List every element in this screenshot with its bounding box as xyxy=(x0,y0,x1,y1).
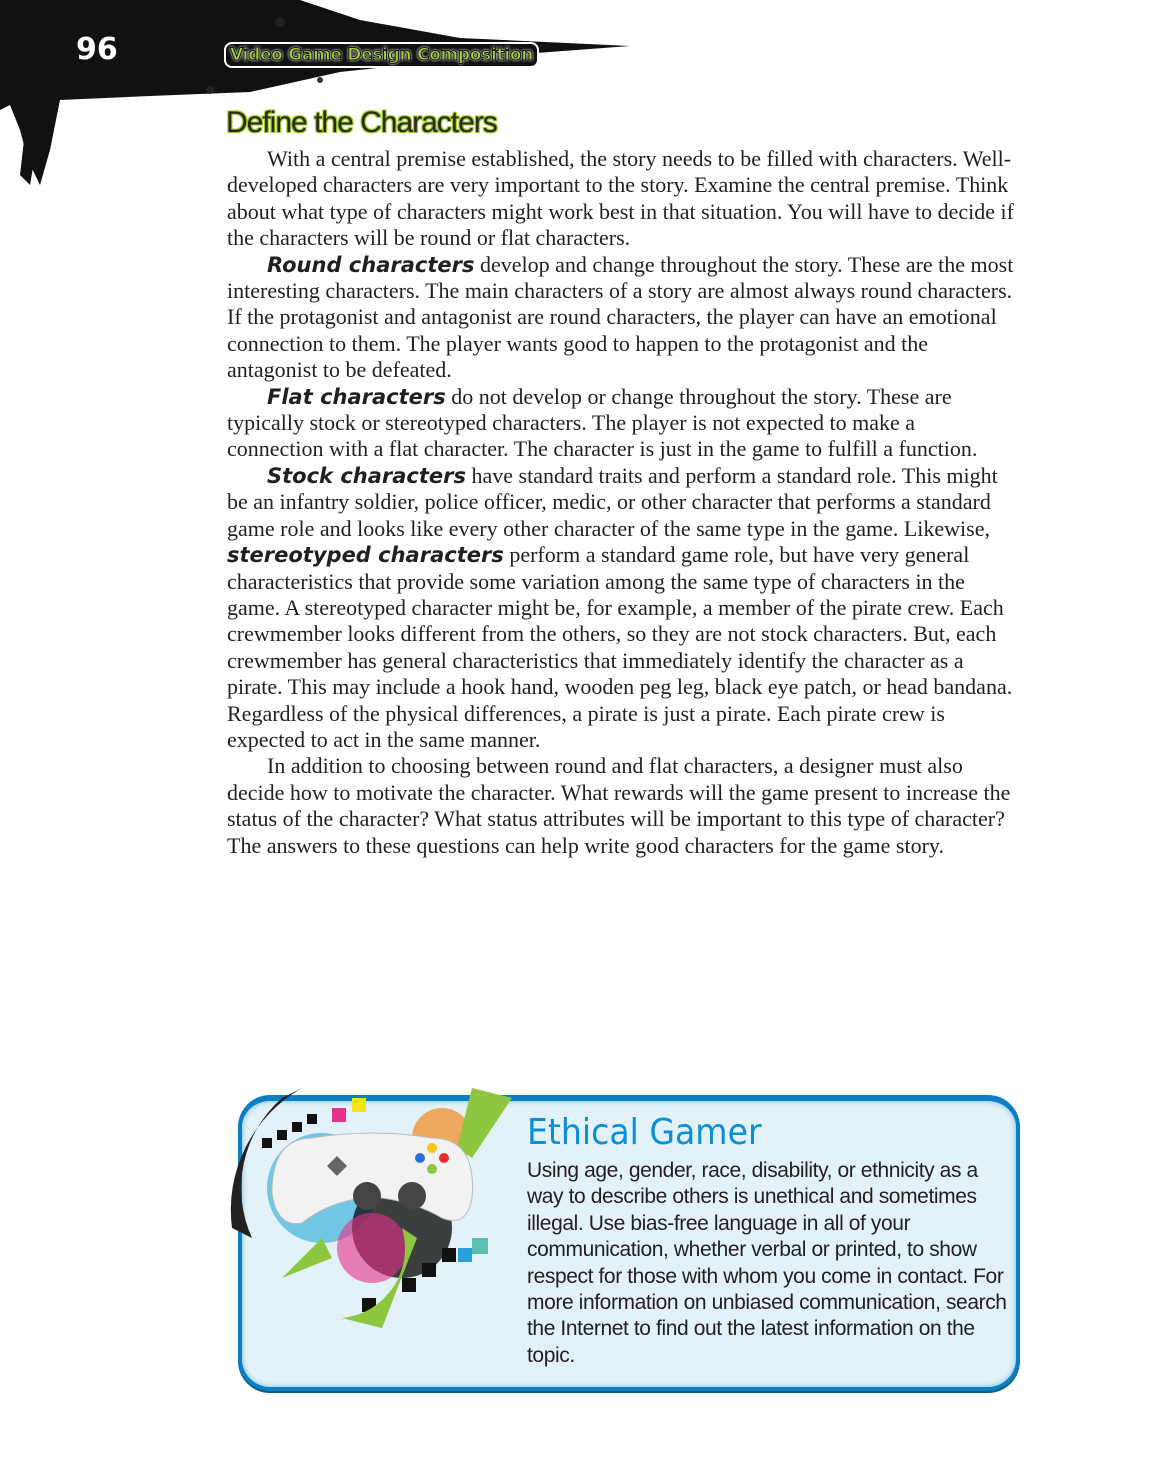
running-head: Video Game Design Composition xyxy=(224,42,539,68)
paragraph: With a central premise established, the story needs to be filled with characters. Well-developed characters are very important to the story. Examine the central premise. Think about what type of characters might work best in that situation. You will have to decide if the characters will be round or flat characters. xyxy=(227,146,1014,251)
sidebar-text: Using age, gender, race, disability, or ethnicity as a way to describe others is unethical and sometimes illegal. Use bias-free language in all of your communication, whether verbal or printed, to show respect for those with whom you come in contact. For more information on unbiased communication, search the Internet to find out the latest information on the topic. xyxy=(527,1159,1007,1367)
paragraph: Flat characters do not develop or change throughout the story. These are typically stock or stereotyped characters. The player is not expected to make a connection with a flat character. The character is just in the game to fulfill a function. xyxy=(227,383,978,462)
term: Stock characters xyxy=(267,463,466,488)
term: stereotyped characters xyxy=(227,543,504,568)
paragraph: In addition to choosing between round and flat characters, a designer must also decide how to motivate the character. What rewards will the game present to increase the status of the character? What status attributes will be important to this type of character? The answers to these questions can help write good characters for the game story. xyxy=(227,753,1011,858)
term: Round characters xyxy=(267,252,475,277)
sidebar-title: Ethical Gamer xyxy=(527,1112,762,1153)
paragraph: Round characters develop and change throughout the story. These are the most interesting characters. The main characters of a story are almost always round characters. If the protagonist and antagonist are round characters, the player can have an emotional connection to them. The player wants good to happen to the protagonist and the antagonist to be defeated. xyxy=(227,251,1014,383)
body-text xyxy=(227,146,1017,859)
page-number: 96 xyxy=(76,32,118,67)
section-title: Define the Characters xyxy=(226,106,497,139)
paragraph: Stock characters have standard traits and perform a standard role. This might be an infantry soldier, police officer, medic, or other character that performs a standard game role and looks like every other character of the same type in the game. Likewise, stereotyped characters perform a standard game role, but have very general characteristics that provide some variation among the same type of characters in the game. A stereotyped character might be, for example, a member of the pirate crew. Each crewmember looks different from the others, so they are not stock characters. But, each crewmember has general characteristics that immediately identify the character as a pirate. This may include a hook hand, wooden peg leg, black eye patch, or head bandana. Regardless of the physical differences, a pirate is just a pirate. Each pirate crew is expected to act in the same manner. xyxy=(227,462,1013,752)
game-controller-icon xyxy=(222,1078,522,1328)
term: Flat characters xyxy=(267,384,446,409)
